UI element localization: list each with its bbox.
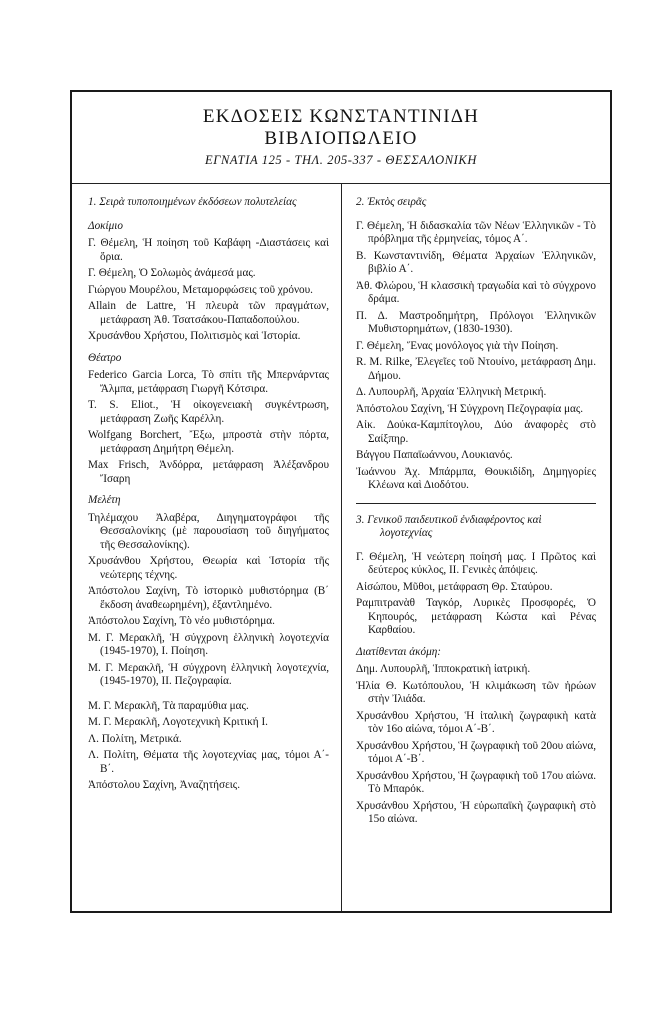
list-item: Ἰωάννου Ἀχ. Μπάρμπα, Θουκιδίδη, Δημηγορίες Κλέωνα καὶ Διοδότου. xyxy=(356,465,596,491)
list-item: Γ. Θέμελη, Ὁ Σολωμὸς ἀνάμεσά μας. xyxy=(88,267,256,279)
list-item: Λ. Πολίτη, Θέματα τῆς λογοτεχνίας μας, τόμοι Α΄-Β΄. xyxy=(88,749,329,775)
list-item: Μ. Γ. Μερακλῆ, Τὰ παραμύθια μας. xyxy=(88,699,249,712)
list-item: Αἰκ. Δούκα-Καμπίτογλου, Δύο ἀναφορὲς στὸ Σαίξπηρ. xyxy=(356,419,596,445)
list-item: Ἀθ. Φλώρου, Ἡ κλασσικὴ τραγωδία καὶ τὸ σύγχρονο δράμα. xyxy=(356,279,596,305)
section-title-essay: Δοκίμιο xyxy=(88,219,123,232)
theatre-list xyxy=(88,369,329,486)
list-item: Χρυσάνθου Χρήστου, Ἡ ἰταλικὴ ζωγραφικὴ κατὰ τὸν 16ο αἰώνα, τόμοι Α΄-Β΄. xyxy=(356,709,596,735)
spacer xyxy=(88,692,329,700)
publisher-address: ΕΓΝΑΤΙΑ 125 - ΤΗΛ. 205-337 - ΘΕΣΣΑΛΟΝΙΚΗ xyxy=(205,153,477,167)
list-item: Ἀπόστολου Σαχίνη, Ἀναζητήσεις. xyxy=(88,779,241,791)
list-item: Β. Κωνσταντινίδη, Θέματα Ἀρχαίων Ἑλληνικῶν, βιβλίο Α΄. xyxy=(356,249,596,275)
list-item: Αἰσώπου, Μῦθοι, μετάφραση Θρ. Σταύρου. xyxy=(356,580,553,593)
left-column xyxy=(72,184,342,911)
list-item: Γ. Θέμελη, Ἡ ποίηση τοῦ Καβάφη -Διαστάσεις καὶ ὅρια. xyxy=(88,237,329,263)
list-item: Μ. Γ. Μερακλῆ, Ἡ σύγχρονη ἑλληνικὴ λογοτεχνία, (1945-1970), ΙΙ. Πεζογραφία. xyxy=(88,661,329,687)
study-list xyxy=(88,512,329,793)
section-heading-out-of-series: 2. Ἐκτὸς σειρᾶς xyxy=(356,196,427,208)
page-frame xyxy=(70,90,612,913)
list-item: Χρυσάνθου Χρήστου, Ἡ εὐρωπαϊκὴ ζωγραφικὴ στὸ 15ο αἰώνα. xyxy=(356,799,596,825)
list-item: T. S. Eliot., Ἡ οἰκογενειακὴ συγκέντρωση, μετάφραση Ζωῆς Καρέλλη. xyxy=(88,399,329,425)
list-item: Federico Garcia Lorca, Τὸ σπίτι τῆς Μπερνάρντας Ἄλμπα, μετάφραση Γιωργῆ Κότσιρα. xyxy=(88,369,329,395)
list-item: Μ. Γ. Μερακλῆ, Λογοτεχνικὴ Κριτική Ι. xyxy=(88,716,268,728)
list-item: Ραμπιτρανὰθ Ταγκόρ, Λυρικὲς Προσφορές, Ὁ Κηπουρός, μετάφραση Κώστα καὶ Ρένας Καρθαίου. xyxy=(356,597,596,636)
list-item: Χρυσάνθου Χρήστου, Ἡ ζωγραφικὴ τοῦ 20ου αἰώνα, τόμοι Α΄-Β΄. xyxy=(356,739,596,765)
list-item: Wolfgang Borchert, Ἔξω, μπροστὰ στὴν πόρτα, μετάφραση Δημήτρη Θέμελη. xyxy=(88,429,329,455)
list-item: Π. Δ. Μαστροδημήτρη, Πρόλογοι Ἑλληνικῶν Μυθιστορημάτων, (1830-1930). xyxy=(356,309,596,335)
list-item: Χρυσάνθου Χρήστου, Θεωρία καὶ Ἱστορία τῆς νεώτερης τέχνης. xyxy=(88,555,329,581)
bookshop-title: ΒΙΒΛΙΟΠΩΛΕΙΟ xyxy=(264,128,418,149)
essay-list xyxy=(88,237,329,344)
list-item: R. M. Rilke, Ἐλεγεῖες τοῦ Ντουίνο, μετάφραση Δημ. Δήμου. xyxy=(356,356,596,382)
section-title-still-available: Διατίθενται ἀκόμη: xyxy=(356,645,442,658)
section-title-study: Μελέτη xyxy=(88,494,121,506)
list-item: Ἀπόστολου Σαχίνη, Τὸ ἱστορικὸ μυθιστόρημα (Β΄ ἔκδοση ἀναθεωρημένη), ἐξαντλημένο. xyxy=(88,585,329,611)
list-item: Τηλέμαχου Ἀλαβέρα, Διηγηματογράφοι τῆς Θεσσαλονίκης (μὲ παρουσίαση τοῦ διηγήματος τῆς Θεσσαλονίκης). xyxy=(88,511,329,551)
list-item: Γιώργου Μουρέλου, Μεταμορφώσεις τοῦ χρόνου. xyxy=(88,283,313,296)
publisher-name: ΕΚΔΟΣΕΙΣ ΚΩΝΣΤΑΝΤΙΝΙΔΗ xyxy=(202,106,480,127)
list-item: Βάγγου Παπαϊωάννου, Λουκιανός. xyxy=(356,449,513,461)
section-divider xyxy=(356,503,596,504)
list-item: Ἀπόστολου Σαχίνη, Ἡ Σύγχρονη Πεζογραφία μας. xyxy=(356,402,584,415)
list-item: Δ. Λυπουρλῆ, Ἀρχαία Ἑλληνικὴ Μετρική. xyxy=(356,386,547,398)
list-item: Ἡλία Θ. Κωτόπουλου, Ἡ κλιμάκωση τῶν ἡρώων στὴν Ἰλιάδα. xyxy=(356,679,596,705)
list-item: Μ. Γ. Μερακλῆ, Ἡ σύγχρονη ἑλληνικὴ λογοτεχνία (1945-1970), Ι. Ποίηση. xyxy=(88,631,329,657)
general-interest-list xyxy=(356,551,596,638)
list-item: Γ. Θέμελη, Ἕνας μονόλογος γιὰ τὴν Ποίηση. xyxy=(356,339,559,352)
section-title-theatre: Θέατρο xyxy=(88,351,122,364)
out-of-series-list xyxy=(356,220,596,493)
right-column xyxy=(342,184,610,911)
section-heading-general-interest: 3. Γενικοῦ παιδευτικοῦ ἐνδιαφέροντος καὶ λογοτεχνίας xyxy=(356,513,542,539)
list-item: Χρυσάνθου Χρήστου, Πολιτισμὸς καὶ Ἱστορία. xyxy=(88,330,301,342)
list-item: Χρυσάνθου Χρήστου, Ἡ ζωγραφικὴ τοῦ 17ου αἰώνα. Τὸ Μπαρόκ. xyxy=(356,769,596,795)
list-item: Λ. Πολίτη, Μετρικά. xyxy=(88,732,182,745)
list-item: Max Frisch, Ἀνδόρρα, μετάφραση Ἀλέξανδρου Ἴσαρη xyxy=(88,459,329,485)
list-item: Allain de Lattre, Ἡ πλευρὰ τῶν πραγμάτων, μετάφραση Ἀθ. Τσατσάκου-Παπαδοπούλου. xyxy=(88,300,329,326)
list-item: Γ. Θέμελη, Ἡ νεώτερη ποίησή μας. Ι Πρῶτος καὶ δεύτερος κύκλος, ΙΙ. Γενικὲς ἀπόψεις. xyxy=(356,550,596,576)
still-available-list xyxy=(356,663,596,827)
catalog-columns xyxy=(72,184,610,911)
series-heading: 1. Σειρὰ τυποποιημένων ἐκδόσεων πολυτελείας xyxy=(88,196,297,208)
list-item: Γ. Θέμελη, Ἡ διδασκαλία τῶν Νέων Ἑλληνικῶν - Τὸ πρόβλημα τῆς ἑρμηνείας, τόμος Α΄. xyxy=(356,219,596,245)
list-item: Ἀπόστολου Σαχίνη, Τὸ νέο μυθιστόρημα. xyxy=(88,615,275,627)
list-item: Δημ. Λυπουρλῆ, Ἱπποκρατικὴ ἰατρική. xyxy=(356,663,531,675)
